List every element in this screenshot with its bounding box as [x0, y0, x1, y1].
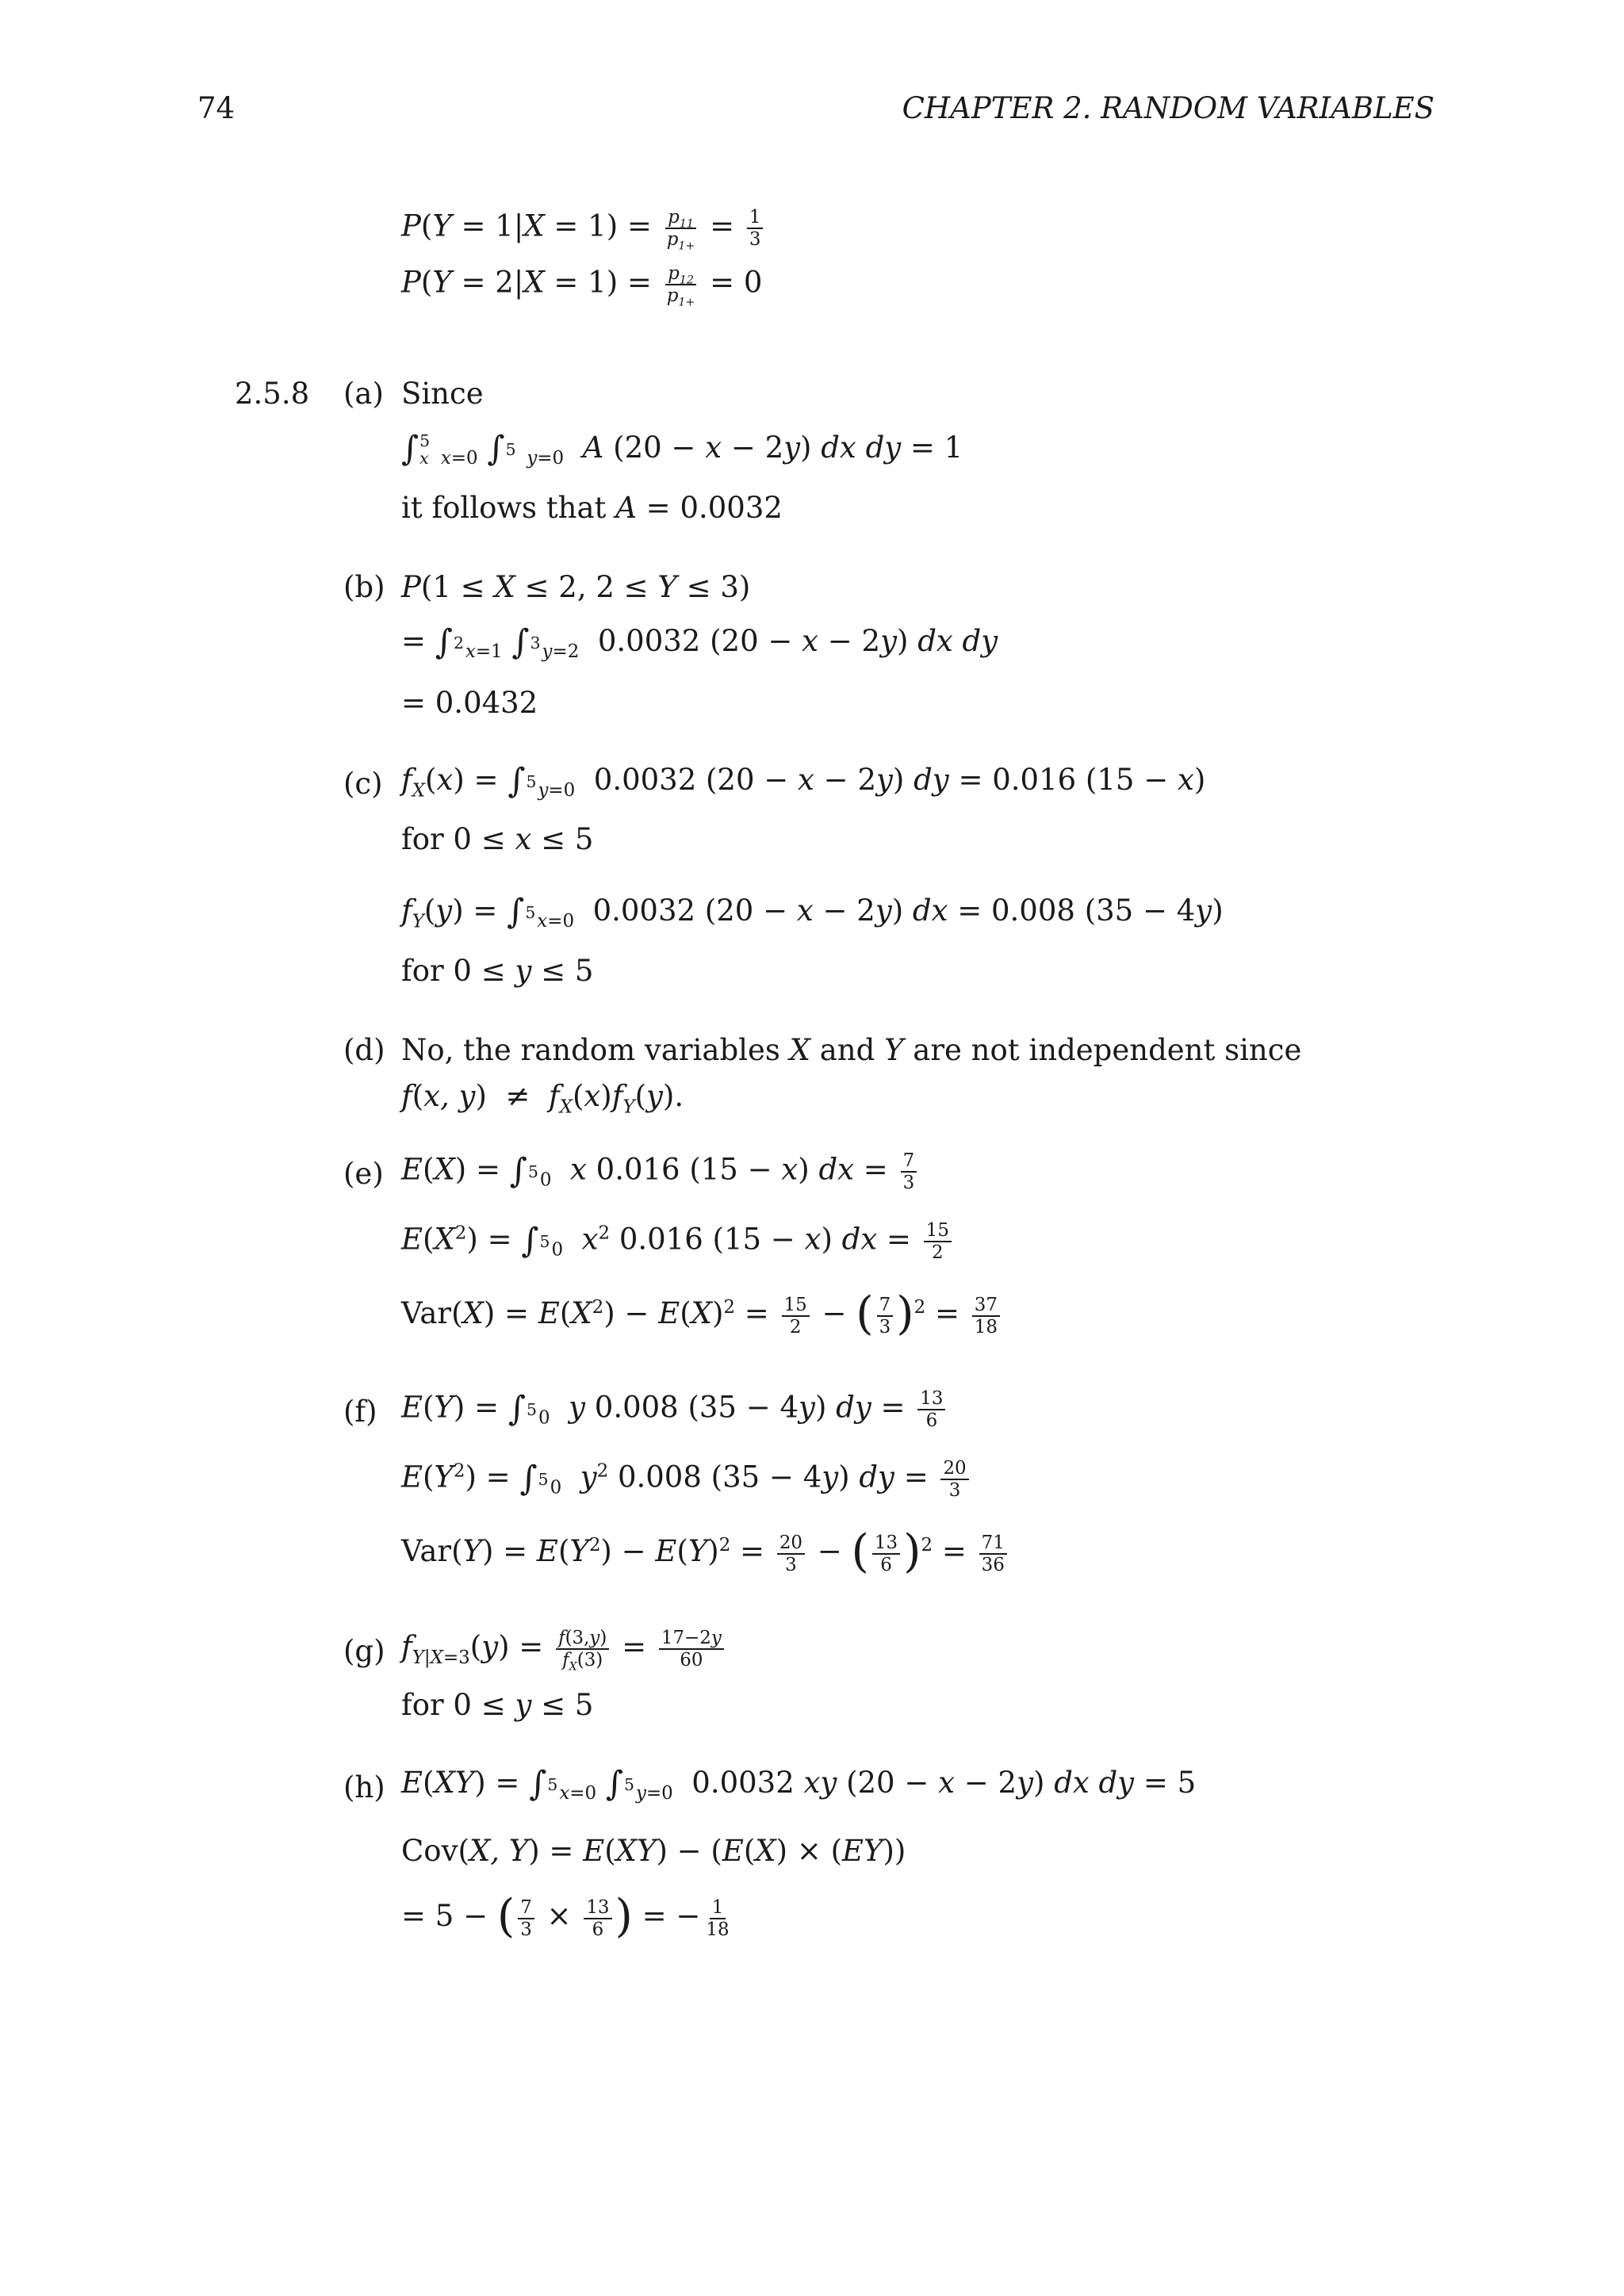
part-b-prob: P(1 ≤ X ≤ 2, 2 ≤ Y ≤ 3) — [401, 570, 751, 604]
part-a-label: (a) — [343, 377, 384, 411]
chapter-title: CHAPTER 2. RANDOM VARIABLES — [902, 91, 1434, 125]
part-g-label: (g) — [343, 1634, 385, 1668]
part-c-fy: $f_Y(y)$ = ∫ 5 $_{x=0}$ 0.0032 (20 − x − 2y) dx = 0.008 (35 − 4y) — [401, 893, 1224, 932]
part-c-fx-domain: for 0 ≤ x ≤ 5 — [401, 822, 594, 856]
part-b-result: = 0.0432 — [401, 686, 538, 720]
part-h-covariance: Cov(X, Y) = E(XY) − (E(X) × (EY)) — [401, 1834, 906, 1868]
part-a-integral: ∫ 5 x $_{x=0}$ ∫ 5 $_{y=0}$ A (20 − x − 2y) dx dy = 1 — [401, 430, 963, 469]
part-c-label: (c) — [343, 767, 383, 801]
part-e-mean: E(X) = ∫ 5 $_0$ x 0.016 (15 − x) dx = $\frac{7}{3}$ — [401, 1151, 920, 1192]
part-d-label: (d) — [343, 1033, 385, 1067]
prev-eq-2: P(Y = 2|X = 1) = $\frac{p_{12}}{p_{1+}}$ = 0 — [401, 263, 763, 309]
part-f-second-moment: $E(Y^2)$ = ∫ 5 $_0$ $y^2$ 0.008 (35 − 4y) dy = $\frac{20}{3}$ — [401, 1459, 972, 1500]
problem-number: 2.5.8 — [235, 377, 310, 411]
part-e-variance: $Var(X) = E(X^2) - E(X)^2$ = $\frac{15}{2}$ − ( $\frac{7}{3}$ )$^2$ = $\frac{37}{18}$ — [401, 1291, 1003, 1337]
part-a-intro: Since — [401, 377, 484, 411]
part-f-variance: $Var(Y) = E(Y^2) - E(Y)^2$ = $\frac{20}{3}$ − ( $\frac{13}{6}$ )$^2$ = $\frac{71}{36}$ — [401, 1529, 1010, 1575]
part-a-result: it follows that A = 0.0032 — [401, 491, 783, 525]
part-g-conditional: $f_{Y|X=3}(y)$ = $\frac{f(3,y)}{f_X(3)}$ = $\frac{17-2y}{60}$ — [401, 1628, 727, 1670]
part-b-integral: = ∫ 2 $_{x=1}$ ∫ 3 $_{y=2}$ 0.0032 (20 − x − 2y) dx dy — [401, 623, 998, 663]
part-d-reason: f(x, $y) \ne f_X(x)f_Y(y)$. — [401, 1079, 684, 1118]
part-f-mean: E(Y) = ∫ 5 $_0$ y 0.008 (35 − 4y) dy = $\frac{13}{6}$ — [401, 1389, 948, 1430]
part-h-result: = 5 − ( $\frac{7}{3}$ × $\frac{13}{6}$ ) = − $\frac{1}{18}$ — [401, 1889, 730, 1942]
part-f-label: (f) — [343, 1395, 377, 1429]
part-h-label: (h) — [343, 1770, 385, 1804]
part-e-label: (e) — [343, 1157, 384, 1191]
part-c-fy-domain: for 0 ≤ y ≤ 5 — [401, 954, 594, 988]
part-c-fx: $f_X(x)$ = ∫ 5 $_{y=0}$ 0.0032 (20 − x − 2y) dy = 0.016 (15 − x) — [401, 762, 1206, 802]
page-number: 74 — [197, 91, 236, 125]
part-b-label: (b) — [343, 570, 385, 604]
prev-eq-1: P(Y = 1|X = 1) = $\frac{p_{11}}{p_{1+}}$ = $\frac{1}{3}$ — [401, 208, 766, 249]
part-h-expectation: E(XY) = ∫ 5 $_{x=0}$ ∫ 5 $_{y=0}$ 0.0032 xy (20 − x − 2y) dx dy = 5 — [401, 1765, 1197, 1804]
part-e-second-moment: $E(X^2)$ = ∫ 5 $_0$ $x^2$ 0.016 (15 − x) dx = $\frac{15}{2}$ — [401, 1221, 955, 1262]
part-g-domain: for 0 ≤ y ≤ 5 — [401, 1688, 594, 1722]
part-d-text: No, the random variables X and Y are not independent since — [401, 1033, 1302, 1067]
